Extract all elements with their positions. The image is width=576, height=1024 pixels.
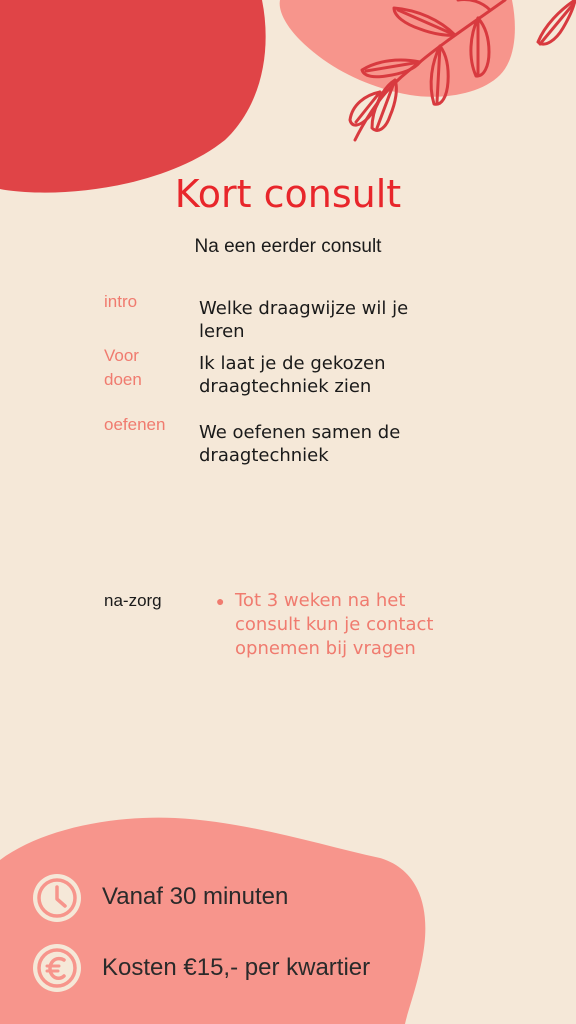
step-label-voor-doen: Voor doen	[104, 346, 142, 389]
aftercare-item: Tot 3 weken na het consult kun je contact opnemen bij vragen	[235, 590, 434, 659]
duration-text: Vanaf 30 minuten	[102, 883, 289, 910]
page-title: Kort consult	[174, 172, 402, 216]
price-text: Kosten €15,- per kwartier	[102, 954, 371, 981]
step-label-intro: intro	[104, 292, 138, 311]
euro-icon	[31, 942, 83, 994]
step-text-oefenen: We oefenen samen de draagtechniek	[199, 422, 401, 466]
aftercare-label: na-zorg	[104, 591, 162, 610]
bullet-icon: ●	[216, 593, 225, 609]
page-subtitle: Na een eerder consult	[194, 236, 382, 257]
step-label-oefenen: oefenen	[104, 415, 166, 434]
clock-icon	[31, 872, 83, 924]
step-text-voor-doen: Ik laat je de gekozen draagtechniek zien	[199, 353, 386, 397]
step-text-intro: Welke draagwijze wil je leren	[199, 298, 409, 342]
